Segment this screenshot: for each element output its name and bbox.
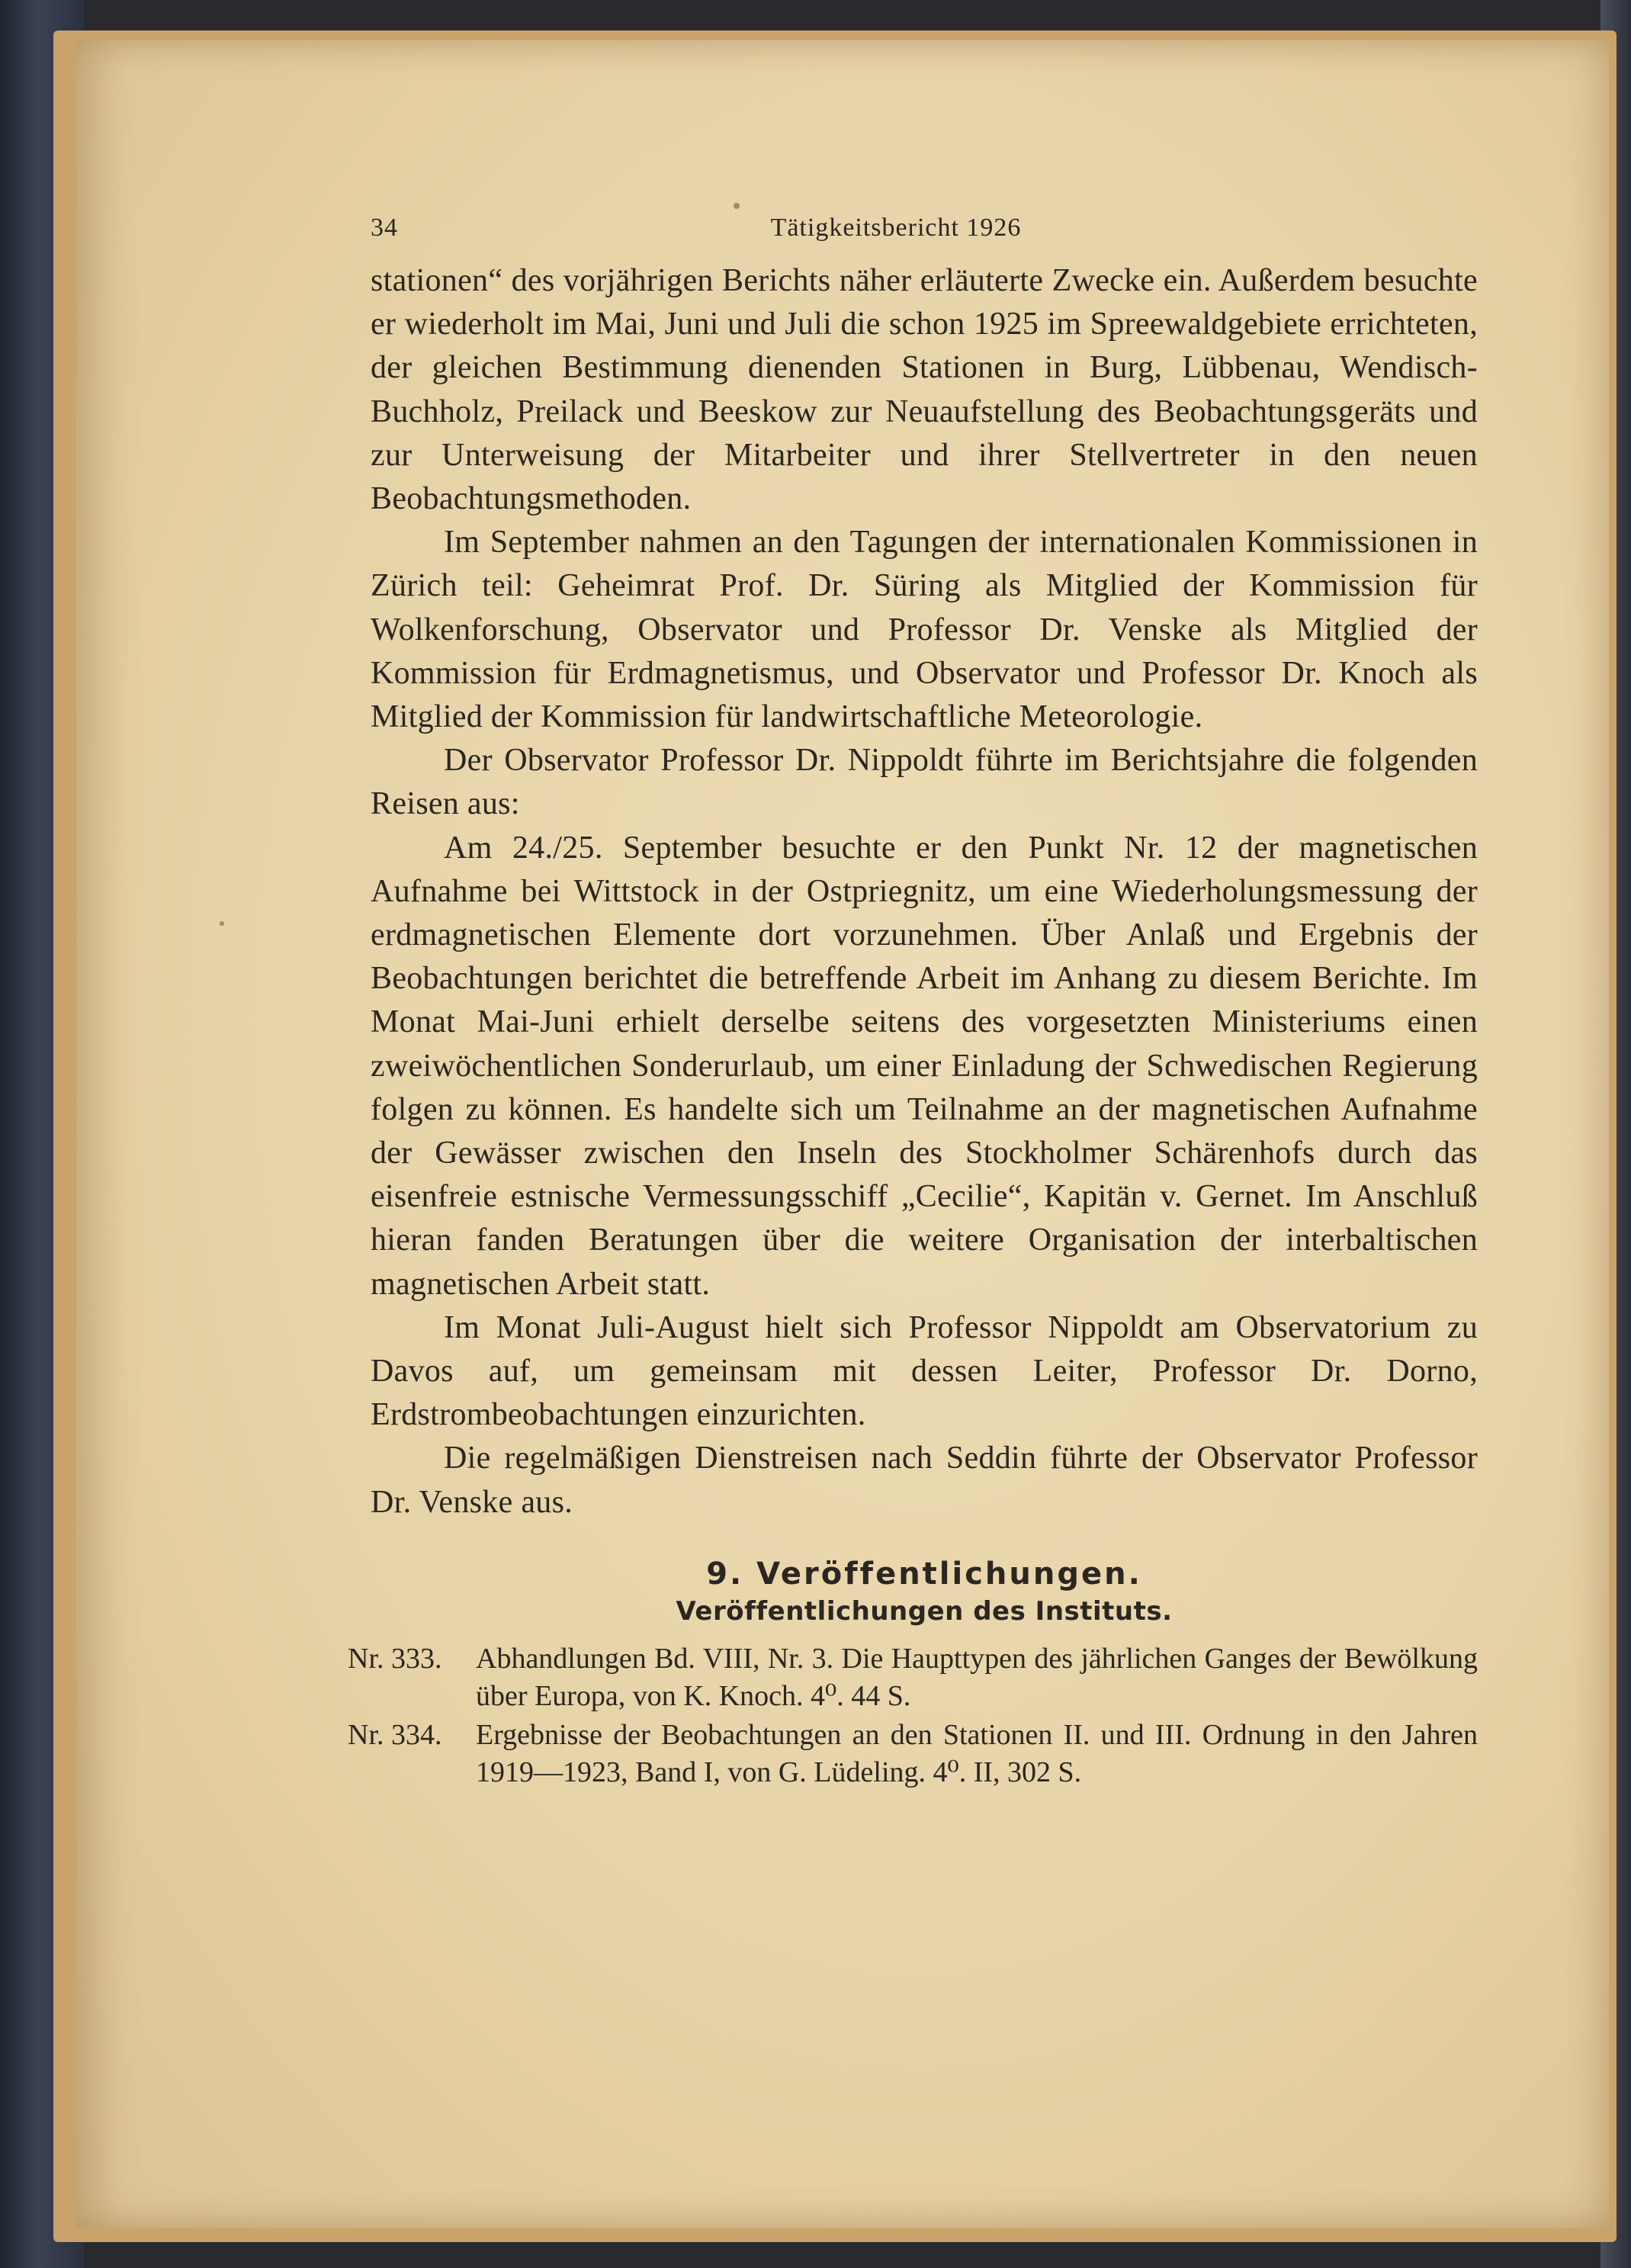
text-block: [348, 214, 1478, 1793]
paragraph: stationen“ des vorjährigen Berichts näher erläuterte Zwecke ein. Außerdem besuchte er wiederholt im Mai, Juni und Juli die schon 1925 im Spreewaldgebiete errichteten, der gleichen Bestimmung dienenden Stationen in Burg, Lübbenau, Wendisch-Buchholz, Preilack und Beeskow zur Neuaufstellung des Beobachtungsgeräts und zur Unterweisung der Mitarbeiter und ihrer Stellvertreter in den neuen Beobachtungsmethoden.: [371, 263, 1478, 517]
page-header: [371, 214, 1478, 243]
paper-fleck: [734, 203, 740, 209]
page-number: 34: [371, 214, 398, 242]
running-title: Tätigkeitsbericht 1926: [770, 214, 1022, 242]
publication-number: Nr. 334.: [348, 1718, 442, 1751]
paragraph: Der Observator Professor Dr. Nippoldt führte im Berichtsjahre die folgenden Reisen aus:: [371, 743, 1478, 822]
section-title: 9. Veröffentlichungen.: [706, 1556, 1142, 1592]
section-subtitle: Veröffentlichungen des Instituts.: [676, 1595, 1173, 1627]
publication-entry: [348, 1717, 1478, 1791]
paragraph: Im Monat Juli-August hielt sich Professor Nippoldt am Observatorium zu Davos auf, um gemeinsam mit dessen Leiter, Professor Dr. Dorno, Erdstrombeobachtungen einzurichten.: [371, 1309, 1478, 1433]
publication-text: Abhandlungen Bd. VIII, Nr. 3. Die Haupttypen des jährlichen Ganges der Bewölkung über Europa, von K. Knoch. 4⁰. 44 S.: [476, 1642, 1478, 1712]
paragraph: Am 24./25. September besuchte er den Punkt Nr. 12 der magnetischen Aufnahme bei Wittstock in der Ostpriegnitz, um eine Wiederholungsmessung der erdmagnetischen Elemente dort vorzunehmen. Über Anlaß und Ergebnis der Beobachtungen berichtet die betreffende Arbeit im Anhang zu diesem Berichte. Im Monat Mai-Juni erhielt derselbe seitens des vorgesetzten Ministeriums einen zweiwöchentlichen Sonderurlaub, um einer Einladung der Schwedischen Regierung folgen zu können. Es handelte sich um Teilnahme an der magnetischen Aufnahme der Gewässer zwischen den Inseln des Stockholmer Schärenhofs durch das eisenfreie estnische Vermessungsschiff „Cecilie“, Kapitän v. Gernet. Im Anschluß hieran fanden Beratungen über die weitere Organisation der interbaltischen magnetischen Arbeit statt.: [371, 830, 1478, 1302]
paragraph: Die regelmäßigen Dienstreisen nach Seddin führte der Observator Professor Dr. Venske aus.: [371, 1441, 1478, 1520]
publication-number: Nr. 333.: [348, 1642, 442, 1675]
publication-entry: [348, 1640, 1478, 1715]
publication-text: Ergebnisse der Beobachtungen an den Stationen II. und III. Ordnung in den Jahren 1919—1923, Band I, von G. Lüdeling. 4⁰. II, 302 S.: [476, 1718, 1478, 1788]
paper-fleck: [220, 921, 224, 926]
publication-list: [348, 1640, 1478, 1791]
paragraph: Im September nahmen an den Tagungen der internationalen Kommissionen in Zürich teil: Geheimrat Prof. Dr. Süring als Mitglied der Kommission für Wolkenforschung, Observator und Professor Dr. Venske als Mitglied der Kommission für Erdmagnetismus, und Observator und Professor Dr. Knoch als Mitglied der Kommission für landwirtschaftliche Meteorologie.: [371, 525, 1478, 735]
